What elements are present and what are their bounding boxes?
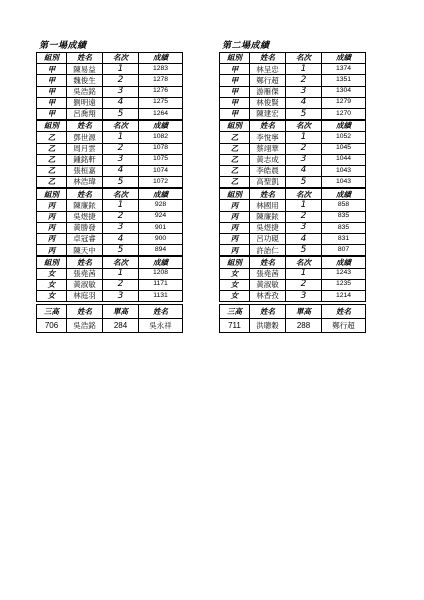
table-row	[37, 177, 183, 188]
session-1	[36, 40, 183, 333]
high-score-table	[36, 304, 183, 333]
group-cell: 乙	[37, 177, 67, 188]
rank-cell: 4	[286, 97, 322, 108]
name-cell: 呂喬翔	[67, 108, 103, 119]
table-row	[37, 211, 183, 222]
name-cell: 李皓晨	[250, 165, 286, 176]
group-cell: 女	[37, 290, 67, 301]
table-row	[220, 200, 366, 211]
group-cell: 丙	[37, 200, 67, 211]
score-cell: 1304	[322, 86, 366, 97]
table-row	[37, 75, 183, 86]
name-cell: 吳煜捷	[250, 222, 286, 233]
high-header-single: 單高	[103, 305, 139, 319]
header-group: 組別	[220, 257, 250, 268]
score-cell: 1072	[139, 177, 183, 188]
column-header-row	[220, 257, 366, 268]
group-table	[36, 188, 183, 256]
group-cell: 丙	[37, 234, 67, 245]
rank-cell: 1	[103, 132, 139, 143]
high-series-score: 711	[220, 319, 250, 333]
header-name: 姓名	[67, 257, 103, 268]
name-cell: 吳煜捷	[67, 211, 103, 222]
rank-cell: 1	[103, 268, 139, 279]
group-cell: 甲	[220, 86, 250, 97]
name-cell: 蔡翊華	[250, 143, 286, 154]
score-cell: 1243	[322, 268, 366, 279]
header-rank: 名次	[103, 257, 139, 268]
table-row	[220, 177, 366, 188]
table-row	[220, 64, 366, 75]
header-group: 組別	[220, 53, 250, 64]
name-cell: 陳廉銥	[250, 211, 286, 222]
name-cell: 高聖凱	[250, 177, 286, 188]
name-cell: 游雁傑	[250, 86, 286, 97]
rank-cell: 1	[286, 132, 322, 143]
group-cell: 丙	[37, 245, 67, 256]
score-cell: 1374	[322, 64, 366, 75]
session-2	[219, 40, 366, 333]
table-row	[220, 154, 366, 165]
table-row	[220, 290, 366, 301]
group-cell: 乙	[220, 132, 250, 143]
rank-cell: 3	[286, 154, 322, 165]
high-series-score: 706	[37, 319, 67, 333]
name-cell: 張堯茜	[250, 268, 286, 279]
group-cell: 女	[220, 279, 250, 290]
score-cell: 894	[139, 245, 183, 256]
score-cell: 1045	[322, 143, 366, 154]
header-name: 姓名	[250, 257, 286, 268]
rank-cell: 2	[286, 211, 322, 222]
table-row	[37, 143, 183, 154]
high-single-score: 288	[286, 319, 322, 333]
column-header-row	[37, 121, 183, 132]
name-cell: 吳浩銘	[67, 86, 103, 97]
score-cell: 1074	[139, 165, 183, 176]
table-row	[220, 279, 366, 290]
name-cell: 陳建宏	[250, 108, 286, 119]
name-cell: 鄧世源	[67, 132, 103, 143]
rank-cell: 2	[103, 143, 139, 154]
group-cell: 丙	[220, 211, 250, 222]
name-cell: 李悅寧	[250, 132, 286, 143]
header-rank: 名次	[103, 53, 139, 64]
group-cell: 丙	[220, 234, 250, 245]
group-cell: 丙	[220, 200, 250, 211]
column-header-row	[37, 53, 183, 64]
table-row	[37, 97, 183, 108]
score-cell: 901	[139, 222, 183, 233]
table-row	[37, 245, 183, 256]
header-score: 成績	[322, 189, 366, 200]
rank-cell: 2	[103, 75, 139, 86]
score-cell: 1279	[322, 97, 366, 108]
rank-cell: 5	[286, 177, 322, 188]
rank-cell: 2	[103, 211, 139, 222]
group-cell: 甲	[37, 97, 67, 108]
column-header-row	[220, 189, 366, 200]
score-cell: 835	[322, 211, 366, 222]
header-group: 組別	[37, 121, 67, 132]
score-cell: 1235	[322, 279, 366, 290]
score-cell: 1082	[139, 132, 183, 143]
name-cell: 林庭羽	[67, 290, 103, 301]
group-cell: 乙	[37, 143, 67, 154]
rank-cell: 1	[103, 200, 139, 211]
header-rank: 名次	[286, 189, 322, 200]
table-row	[220, 211, 366, 222]
table-row	[220, 234, 366, 245]
column-header-row	[220, 121, 366, 132]
rank-cell: 5	[286, 108, 322, 119]
name-cell: 鄭行超	[250, 75, 286, 86]
group-cell: 女	[220, 290, 250, 301]
high-header-single: 單高	[286, 305, 322, 319]
table-row	[37, 165, 183, 176]
name-cell: 張堯茜	[67, 268, 103, 279]
group-cell: 丙	[37, 211, 67, 222]
table-row	[220, 108, 366, 119]
high-header-name: 姓名	[250, 305, 286, 319]
score-cell: 1270	[322, 108, 366, 119]
group-cell: 乙	[220, 154, 250, 165]
group-cell: 甲	[220, 64, 250, 75]
header-score: 成績	[322, 257, 366, 268]
group-cell: 乙	[37, 132, 67, 143]
rank-cell: 3	[103, 154, 139, 165]
rank-cell: 3	[286, 290, 322, 301]
high-header-series: 三高	[37, 305, 67, 319]
table-row	[220, 165, 366, 176]
rank-cell: 2	[286, 143, 322, 154]
header-score: 成績	[139, 189, 183, 200]
column-header-row	[220, 53, 366, 64]
group-table	[36, 52, 183, 120]
session-title: 第二場成績	[222, 41, 270, 51]
name-cell: 張桓嘉	[67, 165, 103, 176]
rank-cell: 4	[286, 165, 322, 176]
rank-cell: 5	[103, 177, 139, 188]
header-rank: 名次	[286, 257, 322, 268]
group-cell: 乙	[220, 177, 250, 188]
rank-cell: 4	[286, 234, 322, 245]
table-row	[220, 75, 366, 86]
high-header-name: 姓名	[322, 305, 366, 319]
name-cell: 魏俊生	[67, 75, 103, 86]
table-row	[220, 132, 366, 143]
group-cell: 女	[37, 279, 67, 290]
score-cell: 1043	[322, 165, 366, 176]
group-cell: 乙	[37, 154, 67, 165]
column-header-row	[37, 257, 183, 268]
score-cell: 1043	[322, 177, 366, 188]
name-cell: 陳易益	[67, 64, 103, 75]
header-score: 成績	[322, 53, 366, 64]
score-cell: 1078	[139, 143, 183, 154]
score-cell: 1052	[322, 132, 366, 143]
high-header-series: 三高	[220, 305, 250, 319]
name-cell: 陳廉銥	[67, 200, 103, 211]
header-score: 成績	[322, 121, 366, 132]
rank-cell: 2	[103, 279, 139, 290]
high-single-name: 鄭行超	[322, 319, 366, 333]
table-row	[220, 245, 366, 256]
table-row	[37, 108, 183, 119]
rank-cell: 1	[286, 64, 322, 75]
header-rank: 名次	[286, 121, 322, 132]
table-row	[37, 132, 183, 143]
name-cell: 卓冠睿	[67, 234, 103, 245]
group-cell: 甲	[37, 64, 67, 75]
rank-cell: 4	[103, 165, 139, 176]
rank-cell: 1	[286, 200, 322, 211]
score-cell: 1214	[322, 290, 366, 301]
table-row	[220, 86, 366, 97]
score-cell: 924	[139, 211, 183, 222]
score-cell: 1171	[139, 279, 183, 290]
score-cell: 858	[322, 200, 366, 211]
table-row	[37, 222, 183, 233]
header-group: 組別	[37, 189, 67, 200]
name-cell: 許詒仁	[250, 245, 286, 256]
name-cell: 黃志成	[250, 154, 286, 165]
table-row	[220, 97, 366, 108]
rank-cell: 2	[286, 279, 322, 290]
group-cell: 女	[220, 268, 250, 279]
name-cell: 呂功硯	[250, 234, 286, 245]
name-cell: 林呈忠	[250, 64, 286, 75]
rank-cell: 5	[103, 245, 139, 256]
table-row	[37, 290, 183, 301]
score-cell: 928	[139, 200, 183, 211]
header-name: 姓名	[67, 53, 103, 64]
header-name: 姓名	[250, 189, 286, 200]
table-row	[220, 268, 366, 279]
table-row	[37, 86, 183, 97]
table-row	[220, 143, 366, 154]
name-cell: 林香孜	[250, 290, 286, 301]
group-cell: 乙	[37, 165, 67, 176]
group-cell: 丙	[220, 222, 250, 233]
score-cell: 831	[322, 234, 366, 245]
name-cell: 林國用	[250, 200, 286, 211]
table-row	[37, 64, 183, 75]
name-cell: 鍾銘軒	[67, 154, 103, 165]
score-cell: 900	[139, 234, 183, 245]
group-cell: 丙	[37, 222, 67, 233]
header-group: 組別	[37, 53, 67, 64]
results-tables	[219, 52, 366, 302]
header-rank: 名次	[286, 53, 322, 64]
score-cell: 1131	[139, 290, 183, 301]
score-cell: 835	[322, 222, 366, 233]
group-cell: 丙	[220, 245, 250, 256]
results-tables	[36, 52, 183, 302]
rank-cell: 4	[103, 97, 139, 108]
score-cell: 1351	[322, 75, 366, 86]
header-name: 姓名	[67, 189, 103, 200]
header-score: 成績	[139, 257, 183, 268]
name-cell: 劉明遠	[67, 97, 103, 108]
rank-cell: 1	[103, 64, 139, 75]
header-group: 組別	[37, 257, 67, 268]
rank-cell: 3	[286, 86, 322, 97]
group-table	[219, 188, 366, 256]
score-cell: 1264	[139, 108, 183, 119]
header-name: 姓名	[67, 121, 103, 132]
rank-cell: 2	[286, 75, 322, 86]
high-single-name: 吳永祥	[139, 319, 183, 333]
group-table	[219, 52, 366, 120]
high-series-name: 吳浩銘	[67, 319, 103, 333]
group-cell: 乙	[220, 143, 250, 154]
group-cell: 甲	[220, 75, 250, 86]
name-cell: 黃淑敏	[250, 279, 286, 290]
score-cell: 1276	[139, 86, 183, 97]
group-table	[36, 120, 183, 188]
high-series-name: 洪聰穀	[250, 319, 286, 333]
score-cell: 1075	[139, 154, 183, 165]
table-row	[220, 222, 366, 233]
rank-cell: 5	[103, 108, 139, 119]
rank-cell: 3	[103, 222, 139, 233]
header-score: 成績	[139, 53, 183, 64]
rank-cell: 5	[286, 245, 322, 256]
score-cell: 1278	[139, 75, 183, 86]
header-name: 姓名	[250, 121, 286, 132]
group-cell: 甲	[37, 108, 67, 119]
group-cell: 女	[37, 268, 67, 279]
group-cell: 乙	[220, 165, 250, 176]
name-cell: 林俊賢	[250, 97, 286, 108]
table-row	[37, 279, 183, 290]
table-row	[37, 154, 183, 165]
rank-cell: 1	[286, 268, 322, 279]
header-rank: 名次	[103, 121, 139, 132]
rank-cell: 4	[103, 234, 139, 245]
group-cell: 甲	[37, 86, 67, 97]
session-title: 第一場成績	[39, 41, 87, 51]
header-rank: 名次	[103, 189, 139, 200]
rank-cell: 3	[103, 86, 139, 97]
score-cell: 1283	[139, 64, 183, 75]
name-cell: 周月雲	[67, 143, 103, 154]
group-table	[36, 256, 183, 302]
score-cell: 1275	[139, 97, 183, 108]
score-cell: 1044	[322, 154, 366, 165]
column-header-row	[37, 189, 183, 200]
name-cell: 黃勝發	[67, 222, 103, 233]
table-row	[37, 268, 183, 279]
rank-cell: 3	[103, 290, 139, 301]
high-single-score: 284	[103, 319, 139, 333]
name-cell: 黃淑敏	[67, 279, 103, 290]
high-header-name: 姓名	[67, 305, 103, 319]
name-cell: 陳天中	[67, 245, 103, 256]
name-cell: 林浩瑋	[67, 177, 103, 188]
score-cell: 1208	[139, 268, 183, 279]
group-table	[219, 120, 366, 188]
header-score: 成績	[139, 121, 183, 132]
group-table	[219, 256, 366, 302]
table-row	[37, 234, 183, 245]
group-cell: 甲	[220, 97, 250, 108]
header-name: 姓名	[250, 53, 286, 64]
group-cell: 甲	[220, 108, 250, 119]
high-header-name: 姓名	[139, 305, 183, 319]
group-cell: 甲	[37, 75, 67, 86]
high-score-table	[219, 304, 366, 333]
header-group: 組別	[220, 121, 250, 132]
score-cell: 807	[322, 245, 366, 256]
table-row	[37, 200, 183, 211]
rank-cell: 3	[286, 222, 322, 233]
header-group: 組別	[220, 189, 250, 200]
